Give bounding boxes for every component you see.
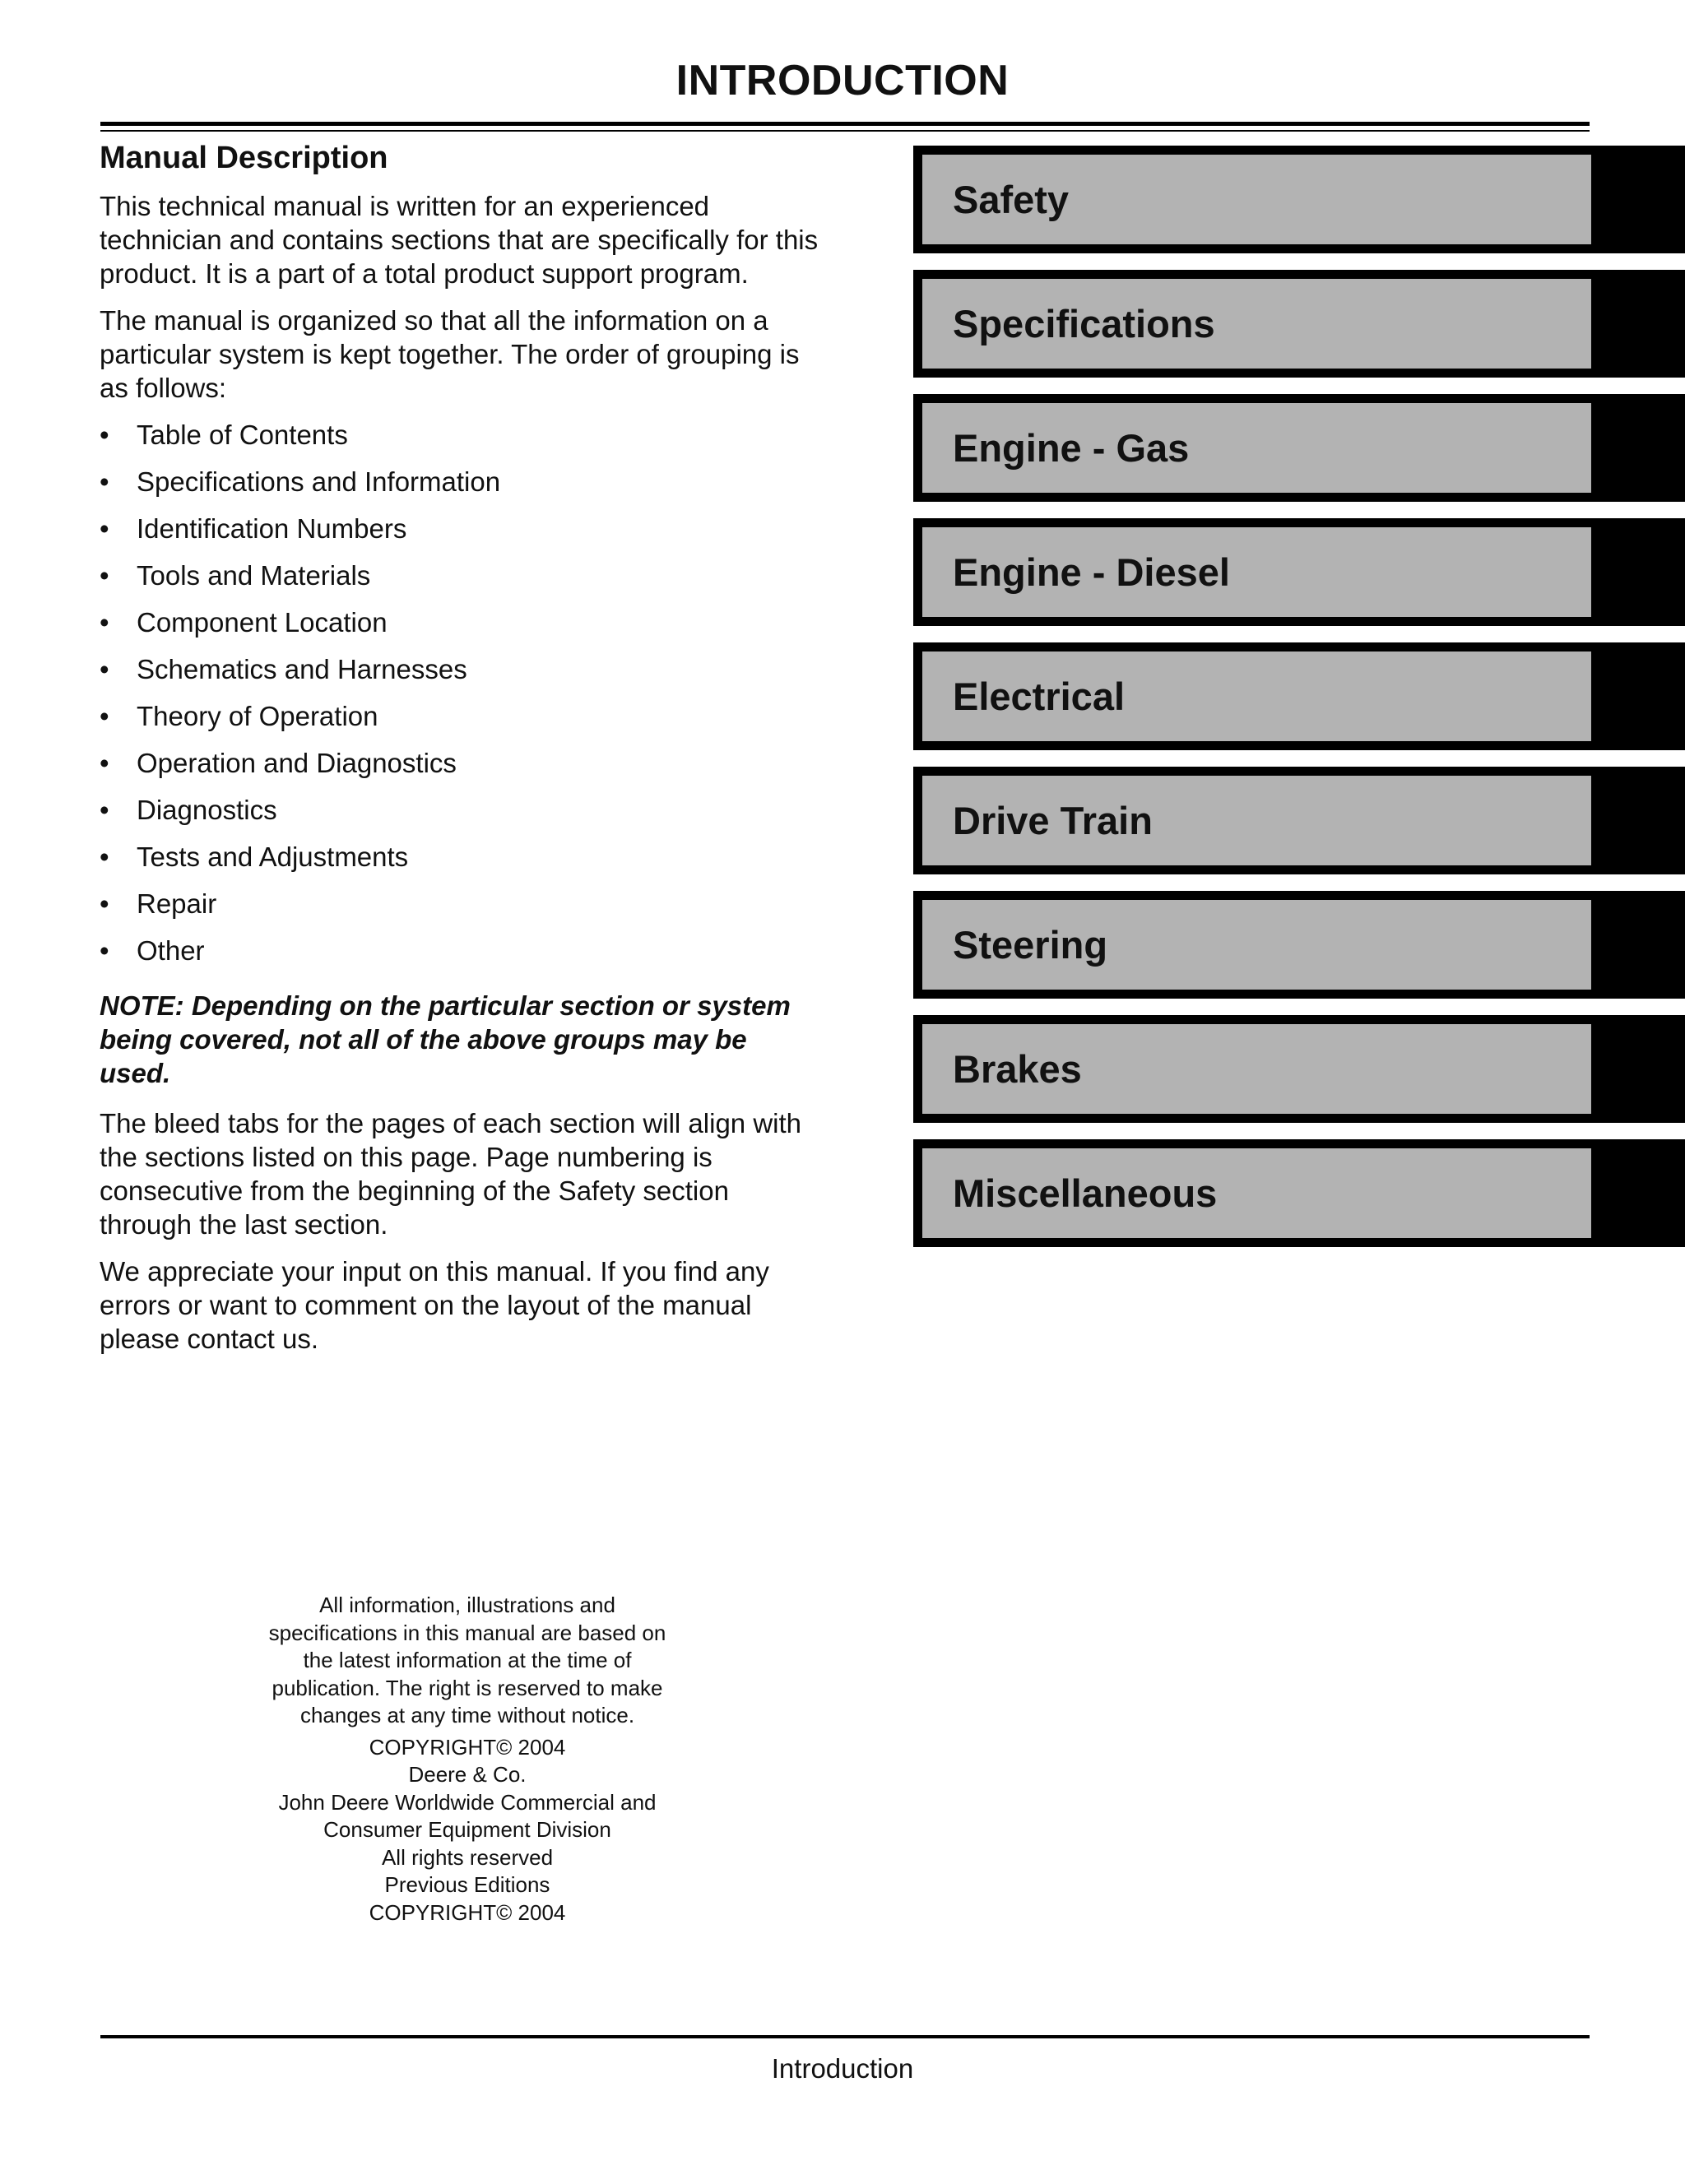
bullet-icon: • [100,466,109,497]
list-item-label: Table of Contents [137,419,348,450]
bullet-icon: • [100,747,109,778]
bullet-icon: • [100,794,109,825]
section-tab-label: Brakes [922,1024,1591,1114]
list-item-label: Schematics and Harnesses [137,653,467,684]
copyright-line: Consumer Equipment Division [323,1817,611,1842]
organization-paragraph: The manual is organized so that all the information on a particular system is kept together. The order of grouping is as follows: [100,304,800,403]
intro-paragraph: This technical manual is written for an experienced technician and contains sections that are specifically for this product. It is a part of a total product support program. [100,190,819,289]
list-item-label: Component Location [137,606,388,638]
list-item-label: Diagnostics [137,794,277,825]
list-item-label: Identification Numbers [137,512,407,544]
section-tab-label: Electrical [922,651,1591,741]
group-list [100,418,824,981]
section-tab-specifications[interactable] [913,270,1685,378]
section-tab-drive-train[interactable] [913,767,1685,874]
section-tab-label: Engine - Diesel [922,527,1591,617]
list-item [100,418,824,465]
note-paragraph: NOTE: Depending on the particular section or system being covered, not all of the above groups may be used. [100,990,791,1088]
list-item [100,559,824,605]
list-item [100,934,824,981]
bullet-icon: • [100,653,109,684]
section-heading: Manual Description [100,141,388,175]
section-tab-engine-diesel[interactable] [913,518,1685,626]
footer-section-name: Introduction [771,2053,914,2084]
list-item [100,887,824,934]
list-item-label: Other [137,934,205,966]
title-rule-thin [100,130,1590,132]
section-tab-safety[interactable] [913,146,1685,253]
bullet-icon: • [100,841,109,872]
list-item-label: Repair [137,888,217,919]
copyright-line: All rights reserved [381,1844,554,1870]
feedback-paragraph: We appreciate your input on this manual. If you find any errors or want to comment on the layout of the manual please contact us. [100,1255,769,1354]
list-item [100,746,824,793]
section-tab-label: Drive Train [922,776,1591,865]
list-item [100,840,824,887]
copyright-line: COPYRIGHT© 2004 [369,1899,566,1925]
list-item-label: Tools and Materials [137,559,371,591]
copyright-line: John Deere Worldwide Commercial and [278,1789,657,1815]
section-tab-engine-gas[interactable] [913,394,1685,502]
copyright-notice: All information, illustrations and specifications in this manual are based on the latest information at the time of publication. The right is reserved to make changes at any time without notice. [268,1593,666,1727]
section-tab-miscellaneous[interactable] [913,1139,1685,1247]
section-tab-label: Engine - Gas [922,403,1591,493]
section-tab-electrical[interactable] [913,642,1685,750]
copyright-block [255,1592,680,1927]
list-item-label: Tests and Adjustments [137,841,409,872]
bullet-icon: • [100,700,109,731]
list-item [100,652,824,699]
bullet-icon: • [100,606,109,638]
manual-description-column [100,140,824,1369]
section-tab-label: Specifications [922,279,1591,369]
list-item [100,512,824,559]
footer-rule [100,2035,1590,2038]
list-item-label: Operation and Diagnostics [137,747,457,778]
copyright-line: Deere & Co. [408,1762,527,1787]
copyright-line: Previous Editions [384,1872,550,1897]
page-title: INTRODUCTION [675,57,1010,104]
section-tab-label: Safety [922,155,1591,244]
section-tab-label: Steering [922,900,1591,990]
copyright-line: COPYRIGHT© 2004 [369,1734,566,1760]
bleed-tabs-paragraph: The bleed tabs for the pages of each section will align with the sections listed on this page. Page numbering is consecutive from the beginning of the Safety section through the last section. [100,1107,802,1240]
bullet-icon: • [100,419,109,450]
list-item [100,699,824,746]
bullet-icon: • [100,559,109,591]
list-item [100,793,824,840]
section-tab-label: Miscellaneous [922,1148,1591,1238]
list-item-label: Theory of Operation [137,700,378,731]
list-item [100,605,824,652]
list-item [100,465,824,512]
section-tabs [913,146,1685,1264]
list-item-label: Specifications and Information [137,466,501,497]
section-tab-steering[interactable] [913,891,1685,999]
bullet-icon: • [100,888,109,919]
section-tab-brakes[interactable] [913,1015,1685,1123]
bullet-icon: • [100,512,109,544]
title-rule-thick [100,122,1590,126]
bullet-icon: • [100,934,109,966]
